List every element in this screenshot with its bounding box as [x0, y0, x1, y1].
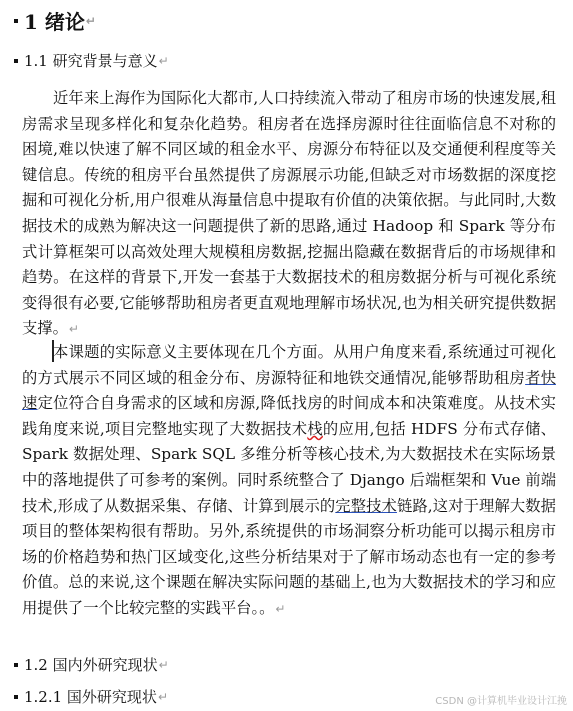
significance-text-3: 的应用,包括 HDFS 分布式存储、Spark 数据处理、Spark SQL 多维分析等核心技术,为大数据技术在实际场景中的落地提供了可参考的案例。同时系统整合了 Django 后端框架和 Vue 前端技术,形成了从数据采集、存储、计算到展示的: [22, 419, 556, 515]
significance-text-4: 链路,这对于理解大数据项目的整体架构很有帮助。另外,系统提供的市场洞察分析功能可以揭示租房市场的价格趋势和热门区域变化,这些分析结果对于了解市场动态也有一定的参考价值。总的来说,这个课题在解决实际问题的基础上,也为大数据技术的学习和应用提供了一个比较完整的实践平台。。: [22, 496, 556, 617]
heading-1-2-1: [14, 686, 168, 707]
bullet-marker: [14, 663, 18, 667]
paragraph-mark: ↵: [157, 689, 168, 704]
grammar-underline: 完整技术: [335, 496, 397, 515]
heading-1-text: 1 绪论: [24, 10, 85, 34]
spelling-underline: 栈: [307, 419, 323, 438]
heading-1-2-text: 1.2 国内外研究现状: [24, 656, 158, 674]
significance-text-2: 定位符合自身需求的区域和房源,降低找房的时间成本和决策难度。从技术实践角度来说,项目完整地实现了大数据技术: [22, 394, 556, 438]
paragraph-mark: ↵: [68, 322, 79, 337]
watermark: CSDN @计算机毕业设计江挽: [435, 696, 567, 707]
grammar-underline: 者快速: [22, 368, 556, 413]
heading-1-1-text: 1.1 研究背景与意义: [24, 52, 158, 70]
heading-1: [14, 6, 96, 35]
bullet-marker: [14, 59, 18, 63]
paragraph-significance: [22, 340, 556, 623]
paragraph-mark: ↵: [158, 657, 169, 672]
heading-1-2: [14, 654, 169, 675]
paragraph-mark: ↵: [85, 13, 96, 28]
heading-1-1: [14, 50, 169, 71]
bullet-marker: [14, 19, 18, 23]
significance-text-1: 本课题的实际意义主要体现在几个方面。从用户角度来看,系统通过可视化的方式展示不同区域的租金分布、房源特征和地铁交通情况,能够帮助租房: [22, 343, 556, 387]
heading-1-2-1-text: 1.2.1 国外研究现状: [24, 688, 157, 706]
paragraph-background-text: 近年来上海作为国际化大都市,人口持续流入带动了租房市场的快速发展,租房需求呈现多样化和复杂化趋势。租房者在选择房源时往往面临信息不对称的困境,难以快速了解不同区域的租金水平、房源分布特征以及交通便利程度等关键信息。传统的租房平台虽然提供了房源展示功能,但缺乏对市场数据的深度挖掘和可视化分析,用户很难从海量信息中提取有价值的决策依据。与此同时,大数据技术的成熟为解决这一问题提供了新的思路,通过 Hadoop 和 Spark 等分布式计算框架可以高效处理大规模租房数据,挖掘出隐藏在数据背后的市场规律和趋势。在这样的背景下,开发一套基于大数据技术的租房数据分析与可视化系统变得很有必要,它能够帮助租房者更直观地理解市场状况,也为相关研究提供数据支撑。: [22, 89, 556, 338]
bullet-marker: [14, 695, 18, 699]
paragraph-mark: ↵: [275, 601, 286, 616]
paragraph-mark: ↵: [158, 53, 169, 68]
paragraph-background: [22, 86, 556, 343]
